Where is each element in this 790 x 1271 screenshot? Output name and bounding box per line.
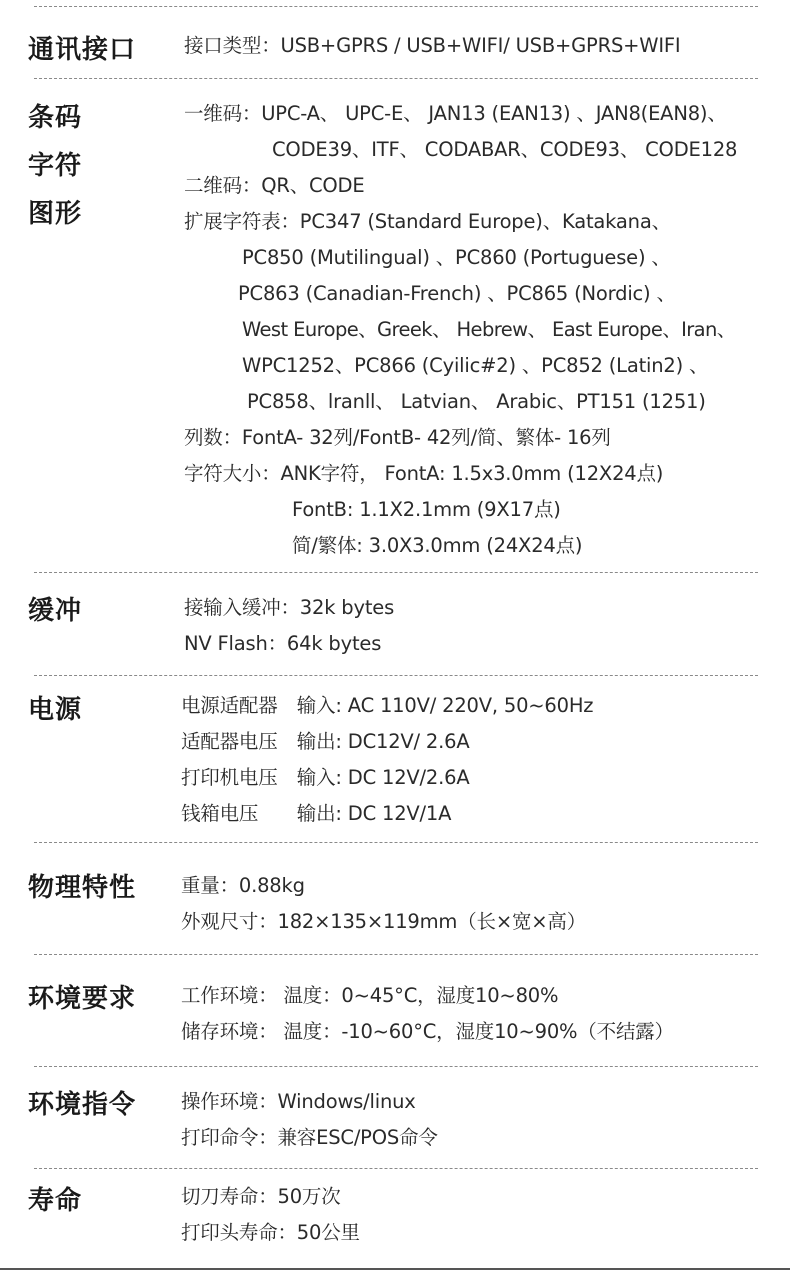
section-title: 条码 [28,103,83,133]
divider [34,1066,758,1067]
spec-line: 钱箱电压 输出: DC 12V/1A [181,802,452,825]
spec-line: 电源适配器 输入: AC 110V/ 220V, 50~60Hz [181,694,594,717]
spec-line: 外观尺寸：182×135×119mm（长×宽×高） [181,910,587,933]
section-title: 环境要求 [28,984,137,1014]
spec-line: 工作环境： 温度：0~45°C，湿度10~80% [181,984,559,1007]
spec-line: 打印机电压 输入: DC 12V/2.6A [181,766,470,789]
divider [34,6,758,7]
spec-line: 列数：FontA- 32列/FontB- 42列/简、繁体- 16列 [184,426,611,449]
spec-line: CODE39、ITF、 CODABAR、CODE93、 CODE128 [272,138,738,161]
divider [34,78,758,79]
spec-line: PC850 (Mutilingual) 、PC860 (Portuguese) 、 [242,246,671,269]
spec-line: 一维码：UPC-A、 UPC-E、 JAN13 (EAN13) 、JAN8(EAN8)、 [184,102,727,125]
spec-line: FontB: 1.1X2.1mm (9X17点) [292,498,561,521]
section-title: 通讯接口 [28,35,137,65]
spec-line: West Europe、Greek、 Hebrew、 East Europe、Iran、 [242,318,736,341]
bottom-rule [0,1268,790,1270]
spec-line: PC858、lranll、 Latvian、 Arabic、PT151 (1251) [247,390,706,413]
spec-line: 重量：0.88kg [181,874,305,897]
section-title: 寿命 [28,1186,83,1216]
section-title: 缓冲 [28,596,83,626]
spec-line: 简/繁体: 3.0X3.0mm (24X24点) [292,534,583,557]
spec-line: 打印头寿命：50公里 [181,1221,360,1244]
divider [34,675,758,676]
section-title: 电源 [28,695,83,725]
divider [34,954,758,955]
spec-line: 扩展字符表：PC347 (Standard Europe)、Katakana、 [184,210,671,233]
divider [34,1168,758,1169]
spec-line: 接输入缓冲：32k bytes [184,596,395,619]
section-title: 物理特性 [28,873,137,903]
spec-line: PC863 (Canadian-French) 、PC865 (Nordic) 、 [238,282,676,305]
divider [34,842,758,843]
section-title: 环境指令 [28,1090,137,1120]
spec-line: NV Flash：64k bytes [184,632,382,655]
spec-line: 切刀寿命：50万次 [181,1185,341,1208]
section-title: 图形 [28,199,83,229]
spec-line: 二维码：QR、CODE [184,174,365,197]
spec-line: 接口类型：USB+GPRS / USB+WIFI/ USB+GPRS+WIFI [184,34,681,57]
spec-line: 操作环境：Windows/linux [181,1090,416,1113]
spec-line: 打印命令：兼容ESC/POS命令 [181,1126,438,1149]
spec-line: WPC1252、PC866 (Cyilic#2) 、PC852 (Latin2) 、 [242,354,709,377]
spec-line: 字符大小：ANK字符， FontA: 1.5x3.0mm (12X24点) [184,462,664,485]
spec-line: 适配器电压 输出: DC12V/ 2.6A [181,730,470,753]
divider [34,572,758,573]
spec-line: 储存环境： 温度：-10~60°C，湿度10~90%（不结露） [181,1020,674,1043]
section-title: 字符 [28,151,83,181]
